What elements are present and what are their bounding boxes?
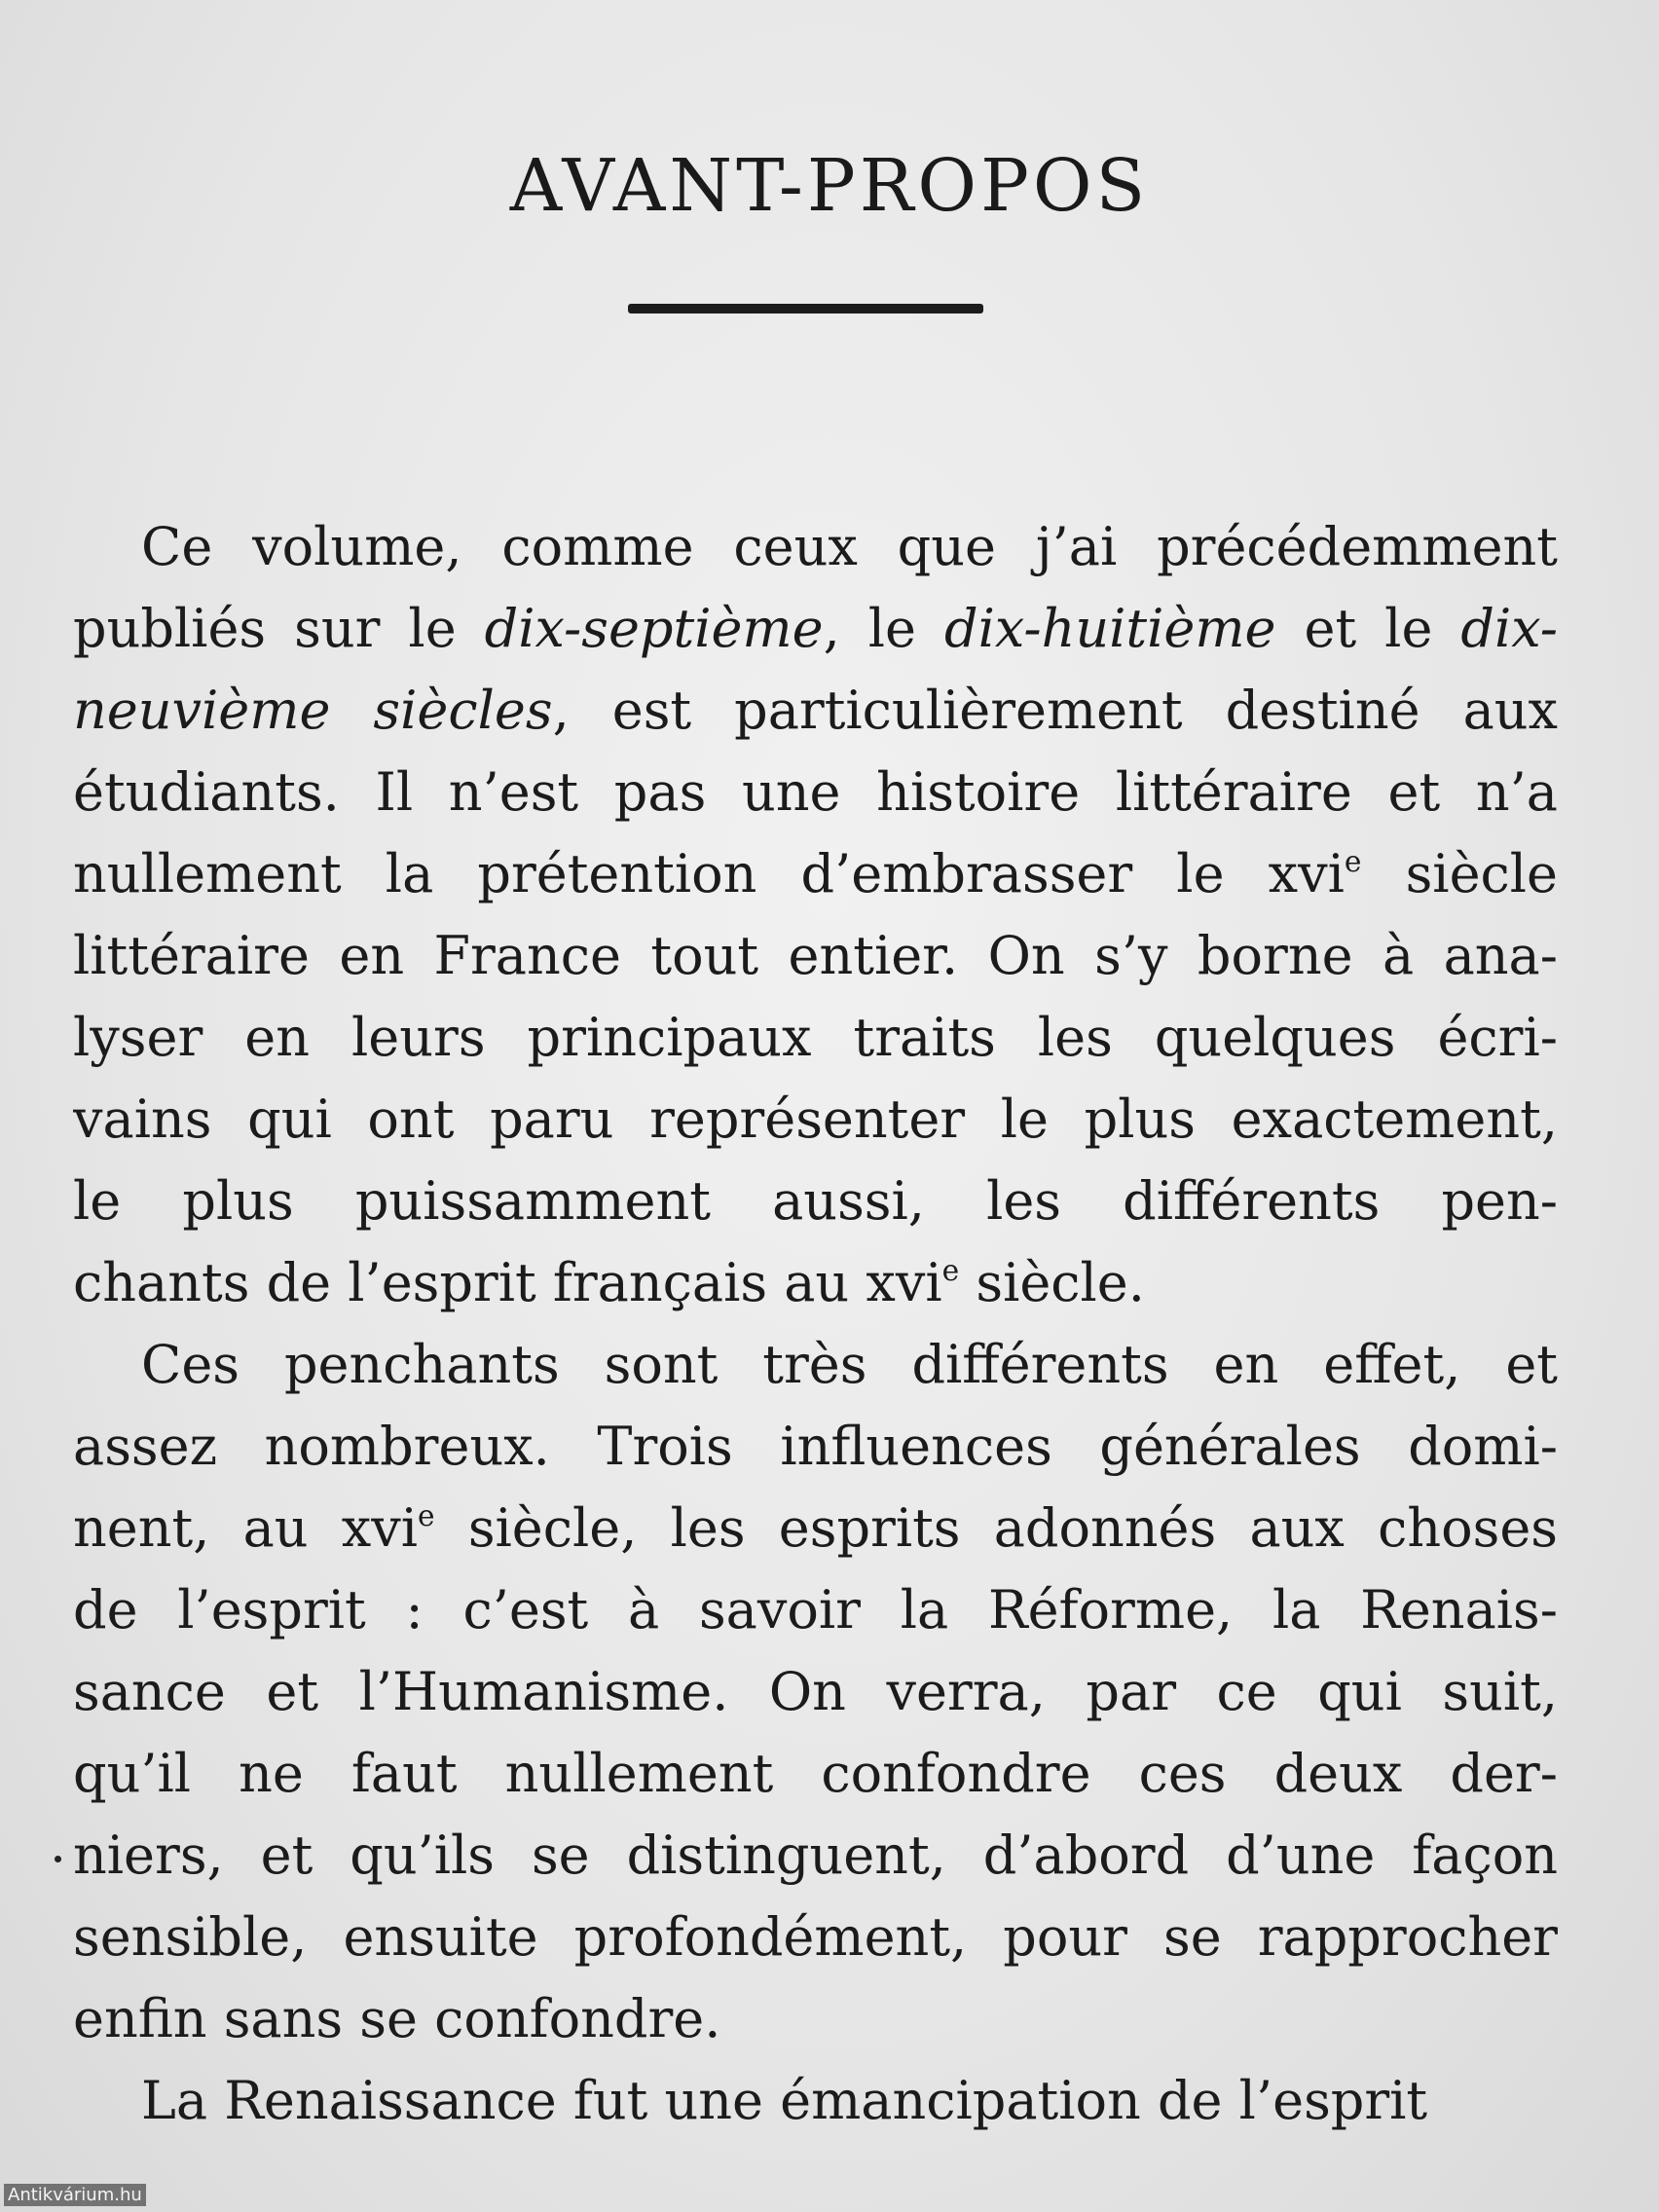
text-line	[73, 588, 1558, 670]
text-segment: publiés sur le	[73, 598, 485, 659]
body-text	[73, 506, 1558, 2142]
italic-text: dix-	[1460, 598, 1558, 659]
text-segment: littéraire en France tout entier. On s’y borne à ana-	[73, 925, 1558, 986]
text-segment: Ces penchants sont très différents en effet, et	[141, 1334, 1558, 1395]
italic-text: neuvième siècles	[73, 680, 553, 741]
text-segment: siècle, les esprits adonnés aux choses	[434, 1497, 1558, 1559]
text-segment: enfin sans se confondre.	[73, 1988, 721, 2049]
text-segment: siècle	[1361, 843, 1558, 904]
text-segment: le plus puissamment aussi, les différents pen-	[73, 1170, 1558, 1232]
text-segment: qu’il ne faut nullement confondre ces deux der-	[73, 1743, 1558, 1804]
text-segment: assez nombreux. Trois influences générales domi-	[73, 1416, 1558, 1477]
text-line	[73, 833, 1558, 915]
text-line	[73, 2060, 1558, 2142]
page-title: AVANT-PROPOS	[509, 144, 1150, 228]
text-line	[73, 1733, 1558, 1815]
text-segment: lyser en leurs principaux traits les quelques écri-	[73, 1007, 1558, 1068]
text-line	[73, 1569, 1558, 1651]
text-segment: niers, et qu’ils se distinguent, d’abord d’une façon	[73, 1825, 1558, 1886]
text-line	[73, 752, 1558, 833]
text-segment: , est particulièrement destiné aux	[552, 680, 1558, 741]
text-line	[73, 1897, 1558, 1978]
ink-dot	[55, 1856, 61, 1862]
text-segment: vains qui ont paru représenter le plus exactement,	[73, 1088, 1558, 1150]
text-line	[73, 1651, 1558, 1733]
italic-text: dix-huitième	[944, 598, 1276, 659]
text-line	[73, 1161, 1558, 1242]
text-segment: La Renaissance fut une émancipation de l’esprit	[141, 2070, 1428, 2131]
superscript: e	[1344, 845, 1362, 880]
text-segment: de l’esprit : c’est à savoir la Réforme, la Renais-	[73, 1579, 1558, 1641]
text-line	[73, 1324, 1558, 1406]
text-line	[73, 1488, 1558, 1569]
text-line	[73, 1406, 1558, 1488]
superscript: e	[418, 1499, 435, 1534]
text-segment: et le	[1275, 598, 1461, 659]
text-segment: nullement la prétention d’embrasser le xvi	[73, 843, 1345, 904]
text-line	[73, 1815, 1558, 1897]
watermark: Antikvárium.hu	[4, 2184, 146, 2206]
text-line	[73, 1079, 1558, 1161]
text-line	[73, 506, 1558, 588]
text-segment: siècle.	[959, 1252, 1145, 1313]
text-line	[73, 915, 1558, 997]
text-segment: sensible, ensuite profondément, pour se rapprocher	[73, 1906, 1558, 1968]
superscript: e	[941, 1254, 960, 1289]
italic-text: dix-septième	[484, 598, 824, 659]
text-line	[73, 997, 1558, 1079]
text-segment: , le	[823, 598, 944, 659]
text-segment: Ce volume, comme ceux que j’ai précédemment	[141, 516, 1558, 577]
text-line	[73, 1978, 1558, 2060]
text-line	[73, 670, 1558, 752]
text-segment: sance et l’Humanisme. On verra, par ce qui suit,	[73, 1661, 1558, 1722]
text-segment: chants de l’esprit français au xvi	[73, 1252, 942, 1313]
text-segment: étudiants. Il n’est pas une histoire littéraire et n’a	[73, 761, 1558, 823]
text-line	[73, 1242, 1558, 1324]
title-rule	[628, 304, 983, 313]
text-segment: nent, au xvi	[73, 1497, 419, 1559]
